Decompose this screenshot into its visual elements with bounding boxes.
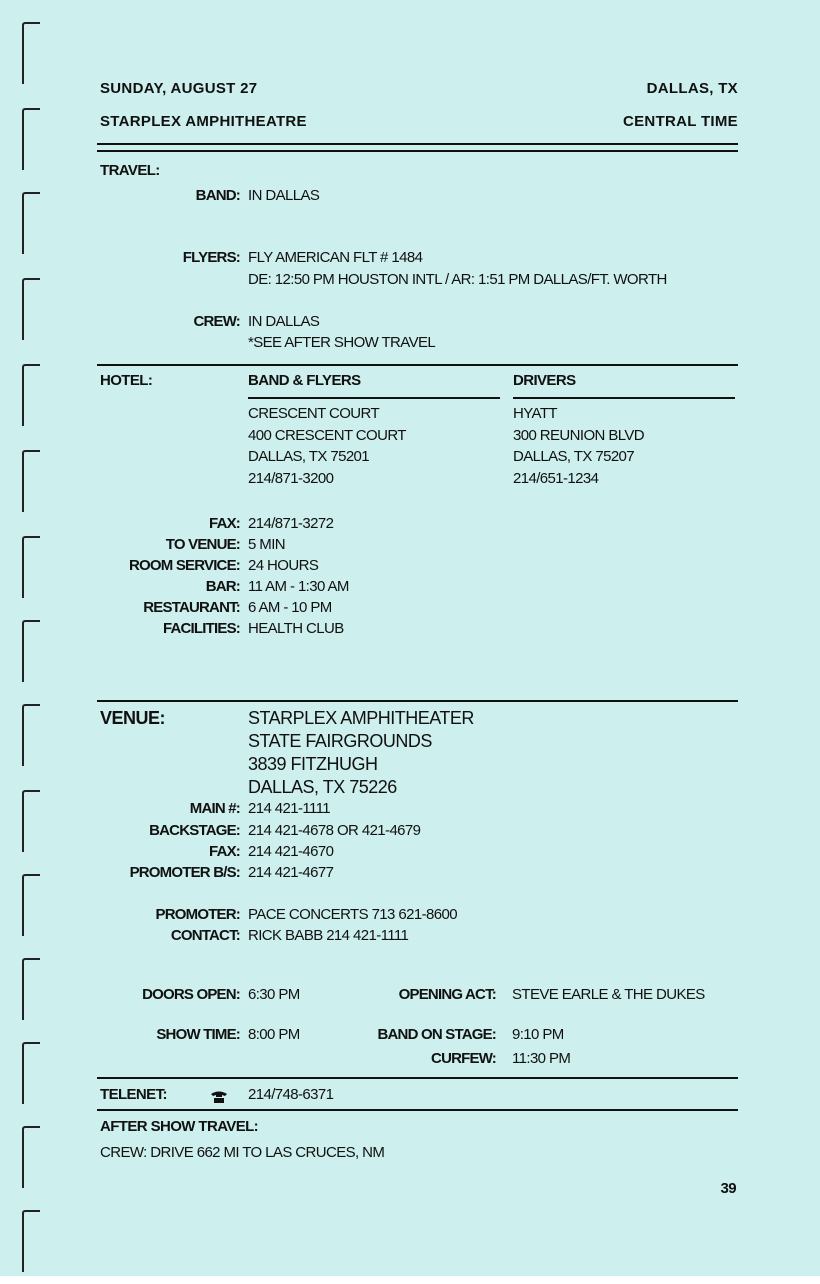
- hotel-field-value: 6 AM - 10 PM: [248, 599, 332, 616]
- show-time-value: 8:00 PM: [248, 1026, 300, 1043]
- binder-hole: [22, 1126, 40, 1188]
- venue-address-line: 3839 FITZHUGH: [248, 754, 378, 774]
- opening-act-value: STEVE EARLE & THE DUKES: [512, 986, 705, 1003]
- venue-phone-value: 214 421-1111: [248, 800, 331, 817]
- header-city: DALLAS, TX: [646, 80, 738, 97]
- binder-hole: [22, 278, 40, 340]
- hotel-band-line: 400 CRESCENT COURT: [248, 427, 406, 444]
- column-underline: [248, 397, 500, 399]
- show-time-label: SHOW TIME:: [156, 1026, 240, 1043]
- travel-crew-line: IN DALLAS: [248, 313, 320, 330]
- after-show-heading: AFTER SHOW TRAVEL:: [100, 1118, 259, 1135]
- hotel-heading: HOTEL:: [100, 372, 153, 389]
- contact-label: CONTACT:: [170, 927, 240, 944]
- band-on-stage-label: BAND ON STAGE:: [377, 1026, 496, 1043]
- travel-flyers-label: FLYERS:: [182, 249, 240, 266]
- hotel-field-value: 24 HOURS: [248, 557, 319, 574]
- hotel-drivers-line: HYATT: [513, 405, 557, 422]
- venue-address-line: STARPLEX AMPHITHEATER: [248, 708, 474, 728]
- section-divider: [97, 1077, 738, 1079]
- hotel-field-value: HEALTH CLUB: [248, 620, 344, 637]
- header-timezone: CENTRAL TIME: [623, 113, 738, 130]
- header-date: SUNDAY, AUGUST 27: [100, 80, 258, 97]
- telenet-label: TELENET:: [100, 1086, 167, 1103]
- hotel-drivers-line: 300 REUNION BLVD: [513, 427, 645, 444]
- venue-heading: VENUE:: [100, 708, 166, 728]
- travel-crew-line: *SEE AFTER SHOW TRAVEL: [248, 334, 436, 351]
- binder-hole: [22, 1210, 40, 1272]
- travel-flyers-line: FLY AMERICAN FLT # 1484: [248, 249, 423, 266]
- section-divider: [97, 364, 738, 366]
- venue-phone-value: 214 421-4670: [248, 843, 334, 860]
- hotel-drivers-line: DALLAS, TX 75207: [513, 448, 635, 465]
- hotel-field-label: FAX:: [209, 515, 240, 532]
- travel-heading: TRAVEL:: [100, 162, 160, 179]
- venue-address-line: DALLAS, TX 75226: [248, 777, 397, 797]
- band-on-stage-value: 9:10 PM: [512, 1026, 564, 1043]
- telephone-icon: [210, 1090, 228, 1104]
- hotel-field-value: 11 AM - 1:30 AM: [248, 578, 349, 595]
- hotel-field-label: BAR:: [205, 578, 240, 595]
- header-divider: [97, 150, 738, 152]
- venue-phone-label: BACKSTAGE:: [149, 822, 240, 839]
- hotel-field-label: RESTAURANT:: [143, 599, 240, 616]
- hotel-band-line: 214/871-3200: [248, 470, 334, 487]
- hotel-drivers-col-heading: DRIVERS: [513, 372, 576, 389]
- venue-phone-value: 214 421-4678 OR 421-4679: [248, 822, 421, 839]
- page-edge: [0, 1276, 820, 1284]
- hotel-field-label: FACILITIES:: [162, 620, 240, 637]
- opening-act-label: OPENING ACT:: [398, 986, 496, 1003]
- promoter-label: PROMOTER:: [155, 906, 240, 923]
- venue-phone-label: PROMOTER B/S:: [129, 864, 240, 881]
- binder-hole: [22, 108, 40, 170]
- hotel-field-label: ROOM SERVICE:: [128, 557, 240, 574]
- header-divider: [97, 143, 738, 145]
- travel-crew-label: CREW:: [193, 313, 240, 330]
- venue-phone-value: 214 421-4677: [248, 864, 334, 881]
- venue-phone-label: FAX:: [209, 843, 240, 860]
- doors-open-value: 6:30 PM: [248, 986, 300, 1003]
- after-show-line: CREW: DRIVE 662 MI TO LAS CRUCES, NM: [100, 1144, 385, 1161]
- page-number: 39: [720, 1180, 736, 1197]
- binder-hole: [22, 364, 40, 426]
- binder-hole: [22, 450, 40, 512]
- column-underline: [513, 397, 735, 399]
- travel-flyers-line: DE: 12:50 PM HOUSTON INTL / AR: 1:51 PM DALLAS/FT. WORTH: [248, 271, 667, 288]
- telenet-value: 214/748-6371: [248, 1086, 334, 1103]
- section-divider: [97, 700, 738, 702]
- venue-address-line: STATE FAIRGROUNDS: [248, 731, 432, 751]
- binder-hole: [22, 22, 40, 84]
- travel-band-label: BAND:: [195, 187, 240, 204]
- venue-phone-label: MAIN #:: [189, 800, 240, 817]
- doors-open-label: DOORS OPEN:: [142, 986, 240, 1003]
- header-venue-name: STARPLEX AMPHITHEATRE: [100, 113, 307, 130]
- section-divider: [97, 1109, 738, 1111]
- hotel-drivers-line: 214/651-1234: [513, 470, 599, 487]
- hotel-field-value: 214/871-3272: [248, 515, 334, 532]
- hotel-field-label: TO VENUE:: [165, 536, 240, 553]
- travel-band-value: IN DALLAS: [248, 187, 320, 204]
- contact-value: RICK BABB 214 421-1111: [248, 927, 409, 944]
- binder-hole: [22, 1042, 40, 1104]
- hotel-field-value: 5 MIN: [248, 536, 286, 553]
- promoter-value: PACE CONCERTS 713 621-8600: [248, 906, 457, 923]
- curfew-value: 11:30 PM: [512, 1050, 571, 1067]
- hotel-band-line: CRESCENT COURT: [248, 405, 380, 422]
- hotel-band-col-heading: BAND & FLYERS: [248, 372, 361, 389]
- curfew-label: CURFEW:: [431, 1050, 496, 1067]
- hotel-band-line: DALLAS, TX 75201: [248, 448, 370, 465]
- binder-hole: [22, 704, 40, 766]
